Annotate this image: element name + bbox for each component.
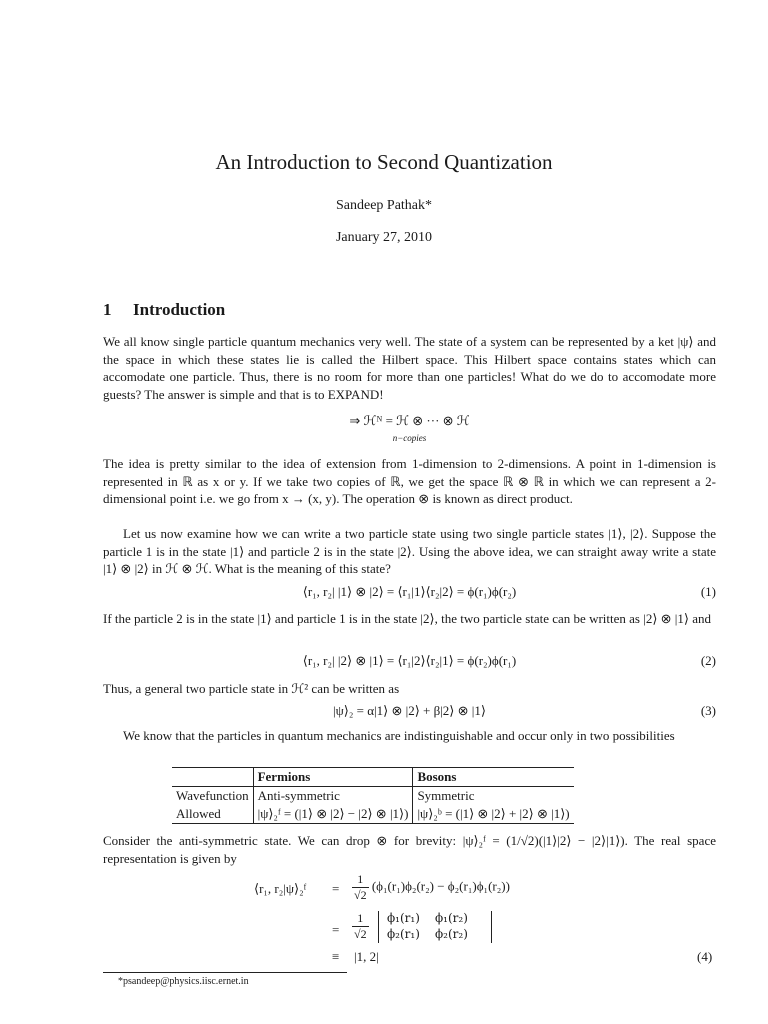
equation-4-line1 <box>352 872 510 903</box>
fraction-numerator: 1 <box>352 872 369 888</box>
equation-expand <box>103 413 716 449</box>
table-cell: |ψ⟩₂ᵇ = (|1⟩ ⊗ |2⟩ + |2⟩ ⊗ |1⟩) <box>413 805 574 824</box>
equation-4-line1-body: (ϕ₁(r₁)ϕ₂(r₂) − ϕ₂(r₁)ϕ₁(r₂)) <box>371 878 510 894</box>
paper-date: January 27, 2010 <box>335 230 433 245</box>
equation-3 <box>103 703 716 721</box>
equation-4-number: (4) <box>697 949 713 964</box>
determinant-entry: ϕ₂(r₂) <box>435 927 468 941</box>
table-cell: Allowed <box>172 805 253 824</box>
table-cell: |ψ⟩₂ᶠ = (|1⟩ ⊗ |2⟩ − |2⟩ ⊗ |1⟩) <box>253 805 413 824</box>
paragraph-two-particle: Let us now examine how we can write a two particle state using two single particle states |1⟩, |2⟩. Suppose the particle 1 is in the state |1⟩ and particle 2 is in the state |2⟩. Using the above idea, we can straight away write a state |1⟩ ⊗ |2⟩ in ℋ ⊗ ℋ. What is the meaning of this state? <box>103 526 716 576</box>
fraction-denominator: √2 <box>354 888 367 902</box>
author-name: Sandeep Pathak* <box>335 198 433 213</box>
fraction-denominator: √2 <box>354 927 367 941</box>
table-row <box>172 805 574 824</box>
paragraph-intro: We all know single particle quantum mechanics very well. The state of a system can be represented by a ket |ψ⟩ and the space in which these states lie is called the Hilbert space. This Hilbert space contains states which can accomodate one particle. Thus, there is no room for more than one particles! What do we do to accomodate more guests? The answer is simple and that is to EXPAND! <box>103 334 716 402</box>
paragraph-indistinguishable: We know that the particles in quantum mechanics are indistinguishable and occur only in two possibilities <box>123 728 675 743</box>
fraction-numerator: 1 <box>352 911 369 927</box>
paragraph-swapped: If the particle 2 is in the state |1⟩ and particle 1 is in the state |2⟩, the two particle state can be written as |2⟩ ⊗ |1⟩ and <box>103 611 711 626</box>
equation-4-line3: |1, 2| <box>354 949 379 964</box>
equation-4-equiv: ≡ <box>332 949 340 964</box>
footnote-rule <box>103 972 347 973</box>
table-cell: Symmetric <box>413 787 574 806</box>
table-cell: Wavefunction <box>176 788 249 803</box>
equation-3-number: (3) <box>700 703 716 718</box>
table-cell: Anti-symmetric <box>253 787 413 806</box>
equation-1-number: (1) <box>700 584 716 599</box>
paragraph-anti-symmetric: Consider the anti-symmetric state. We can drop ⊗ for brevity: |ψ⟩₂ᶠ = (1/√2)(|1⟩|2⟩ − |2⟩|1⟩). The real space representation is given by <box>103 833 716 866</box>
determinant-entry: ϕ₂(r₁) <box>387 927 420 941</box>
equation-3-body: |ψ⟩₂ = α|1⟩ ⊗ |2⟩ + β|2⟩ ⊗ |1⟩ <box>333 703 486 718</box>
equation-2-number: (2) <box>700 653 716 668</box>
equation-2-body: ⟨r₁, r₂| |2⟩ ⊗ |1⟩ = ⟨r₁|2⟩⟨r₂|1⟩ = ϕ(r₂)ϕ(r₁) <box>302 653 517 668</box>
determinant-row <box>387 927 483 943</box>
equation-4-equals: = <box>332 881 340 896</box>
slater-determinant <box>378 911 492 943</box>
equation-1-body: ⟨r₁, r₂| |1⟩ ⊗ |2⟩ = ⟨r₁|1⟩⟨r₂|2⟩ = ϕ(r₁)ϕ(r₂) <box>302 584 517 599</box>
section-title: Introduction <box>133 300 226 319</box>
table-row <box>172 787 574 806</box>
equation-expand-body: ⇒ ℋᴺ = ℋ ⊗ ··· ⊗ ℋ <box>349 413 470 428</box>
paragraph-direct-product: The idea is pretty similar to the idea of extension from 1-dimension to 2-dimensions. A point in 1-dimension is represented in ℝ as x or y. If we take two copies of ℝ, we get the space ℝ ⊗ ℝ in which we can represent a 2-dimensional point i.e. we go from x → (x, y). The operation ⊗ is known as direct product. <box>103 456 716 506</box>
equation-expand-underbrace-label: n−copies <box>392 433 427 443</box>
table-header-cell: Fermions <box>253 768 413 787</box>
paper-title: An Introduction to Second Quantization <box>215 150 553 174</box>
table-header-row <box>172 768 574 787</box>
determinant-entry: ϕ₁(r₂) <box>435 911 468 925</box>
equation-4-lhs: ⟨r₁, r₂|ψ⟩₂ᶠ <box>254 881 307 896</box>
fermion-boson-table <box>172 767 574 824</box>
equation-4-fraction <box>352 872 369 903</box>
table-header-cell <box>172 768 253 787</box>
section-number: 1 <box>103 300 112 319</box>
table-header-cell: Bosons <box>413 768 574 787</box>
equation-4-line2 <box>352 911 369 942</box>
equation-1 <box>103 584 716 602</box>
equation-4-fraction-2 <box>352 911 369 942</box>
paragraph-general-state: Thus, a general two particle state in ℋ² can be written as <box>103 681 400 696</box>
footnote-email: *psandeep@physics.iisc.ernet.in <box>118 976 249 987</box>
equation-4-equals-2: = <box>332 922 340 937</box>
section-heading <box>103 300 225 320</box>
determinant-entry: ϕ₁(r₁) <box>387 911 420 925</box>
determinant-row <box>387 911 483 927</box>
equation-2 <box>103 653 716 671</box>
